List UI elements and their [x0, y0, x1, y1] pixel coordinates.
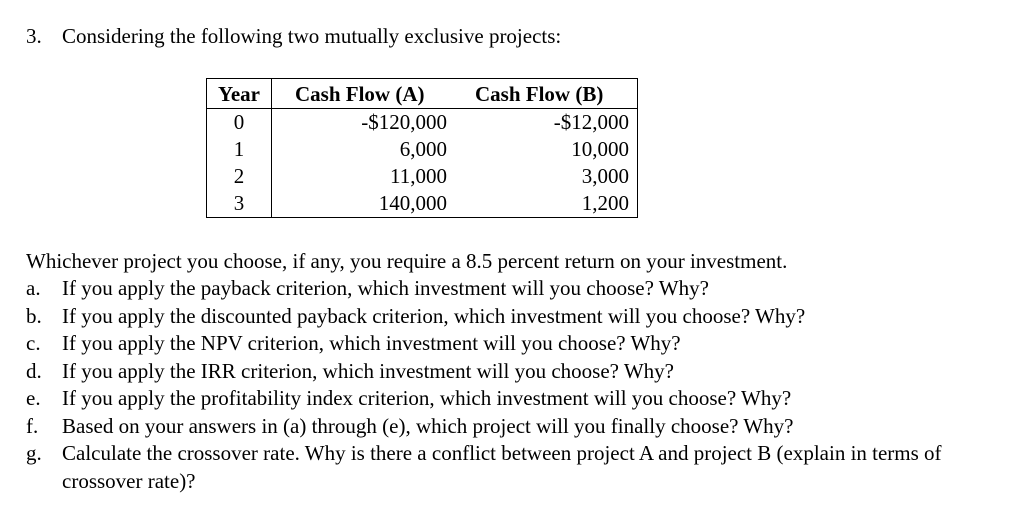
- question-heading-text: Considering the following two mutually exclusive projects:: [62, 24, 562, 48]
- subquestion-a: [26, 275, 1006, 303]
- subquestion-c: [26, 330, 1006, 358]
- subquestion-letter: g.: [26, 441, 42, 465]
- subquestion-letter: f.: [26, 413, 39, 438]
- table-header-cash-flow-b: Cash Flow (B): [475, 82, 604, 106]
- table-cell-cash-flow-b: 3,000: [581, 164, 629, 188]
- subquestion-g: [26, 440, 1006, 495]
- table-cell-year: 0: [233, 110, 245, 134]
- subquestion-text: If you apply the NPV criterion, which investment will you choose? Why?: [62, 331, 681, 355]
- question-number: 3.: [26, 24, 42, 48]
- table-cell-year: 3: [233, 191, 245, 215]
- subquestion-letter: a.: [26, 276, 41, 300]
- subquestion-e: [26, 385, 1006, 413]
- table-header-cash-flow-a: Cash Flow (A): [295, 82, 425, 106]
- subquestion-text: If you apply the discounted payback criterion, which investment will you choose? Why?: [62, 303, 806, 328]
- subquestion-text: If you apply the payback criterion, which investment will you choose? Why?: [62, 276, 709, 300]
- table-column-divider: [271, 79, 272, 217]
- subquestion-text: If you apply the IRR criterion, which investment will you choose? Why?: [62, 358, 674, 383]
- table-cell-year: 1: [233, 137, 245, 161]
- subquestion-b: [26, 303, 1006, 331]
- table-cell-year: 2: [233, 164, 245, 188]
- subquestion-letter: b.: [26, 303, 42, 328]
- table-cell-cash-flow-a: 140,000: [378, 191, 447, 215]
- required-return-statement: Whichever project you choose, if any, you require a 8.5 percent return on your investment.: [26, 249, 788, 273]
- subquestion-d: [26, 358, 1006, 386]
- table-header-year: Year: [218, 82, 260, 106]
- question-heading: [26, 22, 561, 50]
- subquestion-f: [26, 413, 1006, 441]
- subquestion-letter: c.: [26, 331, 41, 355]
- table-cell-cash-flow-b: 10,000: [571, 137, 629, 161]
- cash-flow-table: [206, 78, 638, 218]
- table-cell-cash-flow-a: 6,000: [399, 137, 447, 161]
- table-cell-cash-flow-b: -$12,000: [553, 110, 629, 134]
- subquestion-text: Calculate the crossover rate. Why is there a conflict between project A and project B (explain in terms of crossover rate)?: [62, 441, 942, 493]
- subquestion-letter: d.: [26, 358, 42, 383]
- table-cell-cash-flow-a: -$120,000: [361, 110, 447, 134]
- subquestion-letter: e.: [26, 386, 41, 410]
- subquestion-text: Based on your answers in (a) through (e), which project will you finally choose? Why?: [62, 413, 794, 438]
- subquestion-text: If you apply the profitability index criterion, which investment will you choose? Why?: [62, 386, 792, 410]
- table-cell-cash-flow-b: 1,200: [581, 191, 629, 215]
- subquestion-list: [26, 275, 1006, 495]
- table-cell-cash-flow-a: 11,000: [390, 164, 447, 188]
